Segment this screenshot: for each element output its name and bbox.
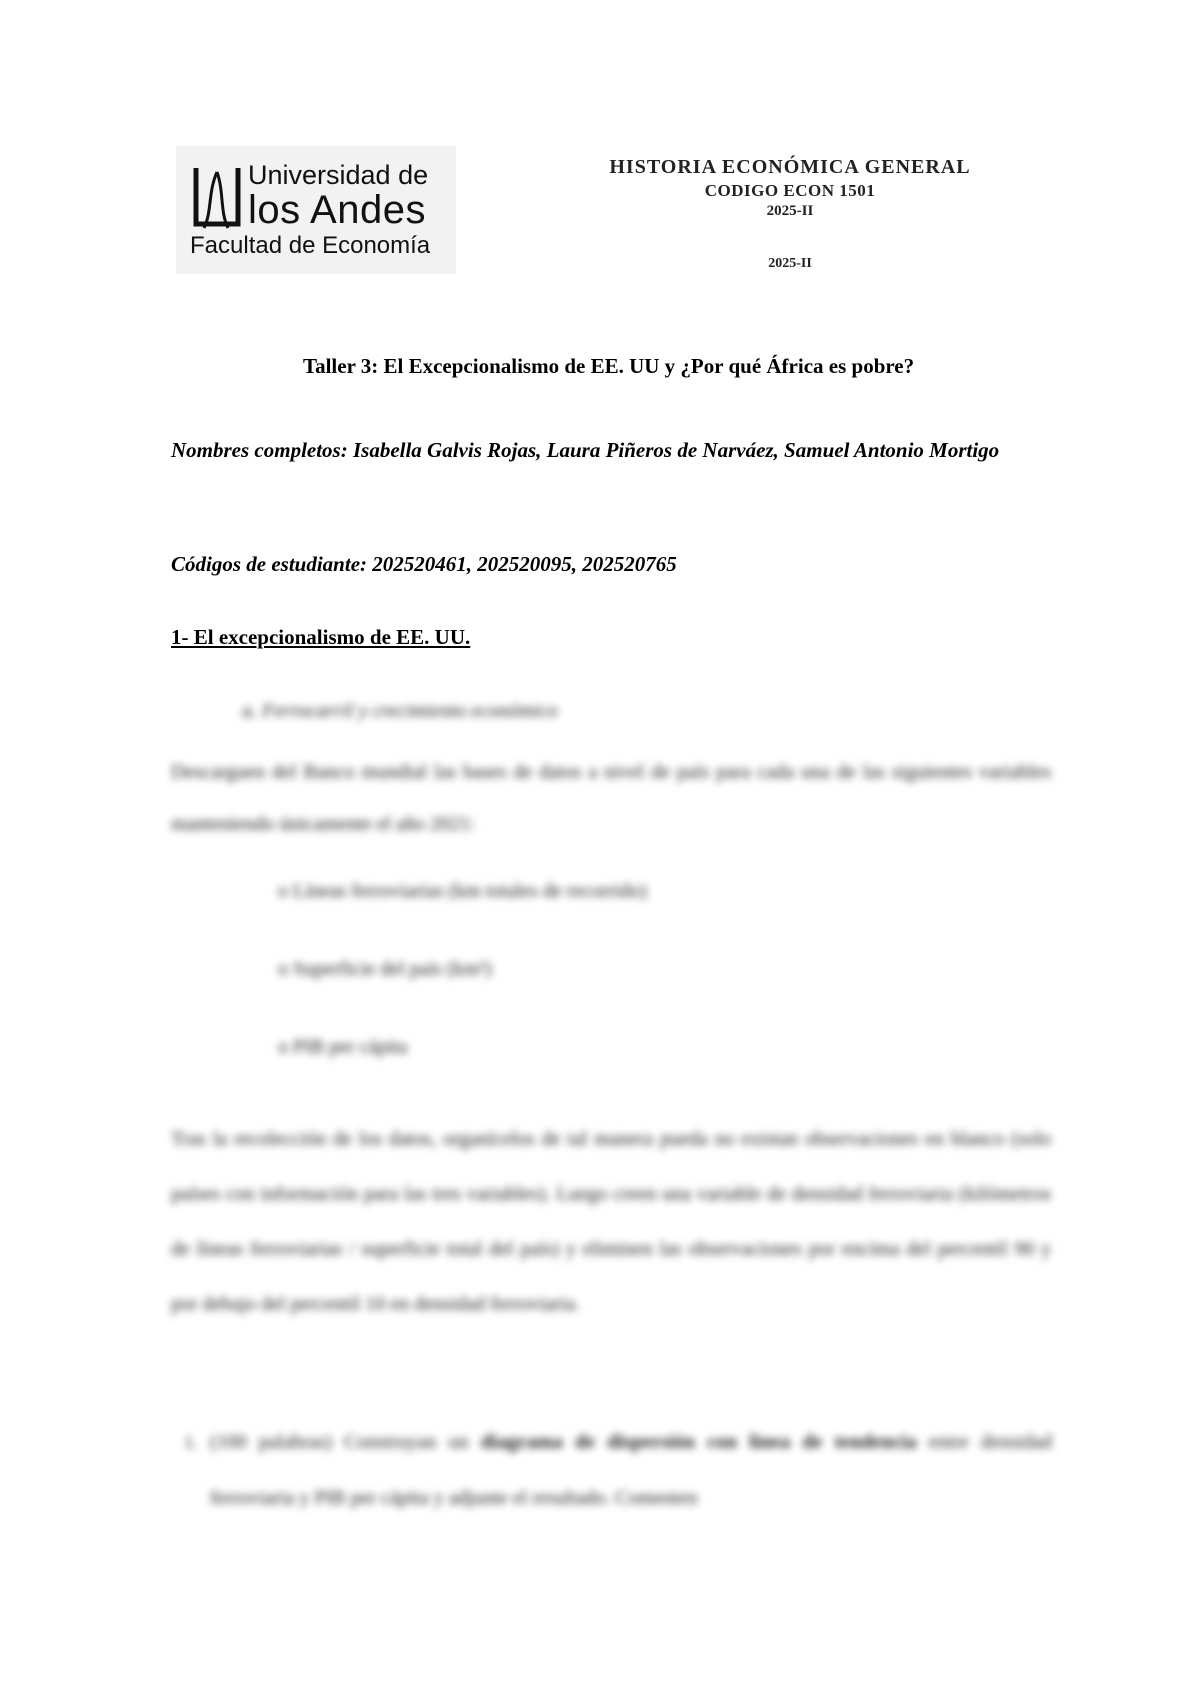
bullet-item: o Líneas ferroviarias (km totales de recorrido): [278, 880, 647, 902]
andes-emblem-icon: [190, 162, 244, 236]
instruction-paragraph: Descarguen del Banco mundial las bases de datos a nivel de país para cada una de las siguientes variables manteniendo únicamente el año 2021:: [171, 761, 1051, 835]
logo-university: Universidad de: [248, 160, 429, 190]
course-term-repeat: 2025-II: [768, 256, 812, 271]
logo-andes: los Andes: [248, 188, 426, 232]
question-text-bold: diagrama de dispersión con línea de tendencia: [480, 1431, 917, 1453]
workshop-title: Taller 3: El Excepcionalismo de EE. UU y ¿Por qué África es pobre?: [303, 354, 915, 378]
bullet-item: o PIB per cápita: [278, 1036, 408, 1058]
sub-item-heading: a. Ferrocarril y crecimiento económico: [242, 700, 558, 722]
question-text-end: entre densidad ferroviaria y PIB per cápita y adjunte el resultado. Comenten: [210, 1431, 1052, 1509]
logo-faculty: Facultad de Economía: [190, 232, 431, 259]
course-name: HISTORIA ECONÓMICA GENERAL: [609, 156, 971, 178]
student-codes: Códigos de estudiante: 202520461, 202520095, 202520765: [171, 552, 677, 576]
question-item: [186, 1414, 1052, 1526]
course-code: CODIGO ECON 1501: [704, 181, 876, 200]
student-names: Nombres completos: Isabella Galvis Rojas, Laura Piñeros de Narváez, Samuel Antonio Mortigo: [171, 438, 1000, 462]
university-logo: [176, 146, 456, 274]
course-header: [520, 156, 1060, 272]
question-number: i.: [186, 1431, 197, 1453]
question-text-start: (100 palabras) Construyan un: [210, 1431, 481, 1453]
course-term: 2025-II: [766, 203, 814, 219]
section-heading: 1- El excepcionalismo de EE. UU.: [171, 625, 471, 649]
bullet-item: o Superficie del país (km²): [278, 958, 492, 980]
data-processing-paragraph: Tras la recolección de los datos, organícelos de tal manera pueda no existan observaciones en blanco (solo países con información para las tres variables). Luego creen una variable de densidad ferroviaria (kilómetros de líneas ferroviarias / superficie total del país) y eliminen las observaciones por encima del percentil 90 y por debajo del percentil 10 en densidad ferroviaria.: [171, 1128, 1051, 1315]
